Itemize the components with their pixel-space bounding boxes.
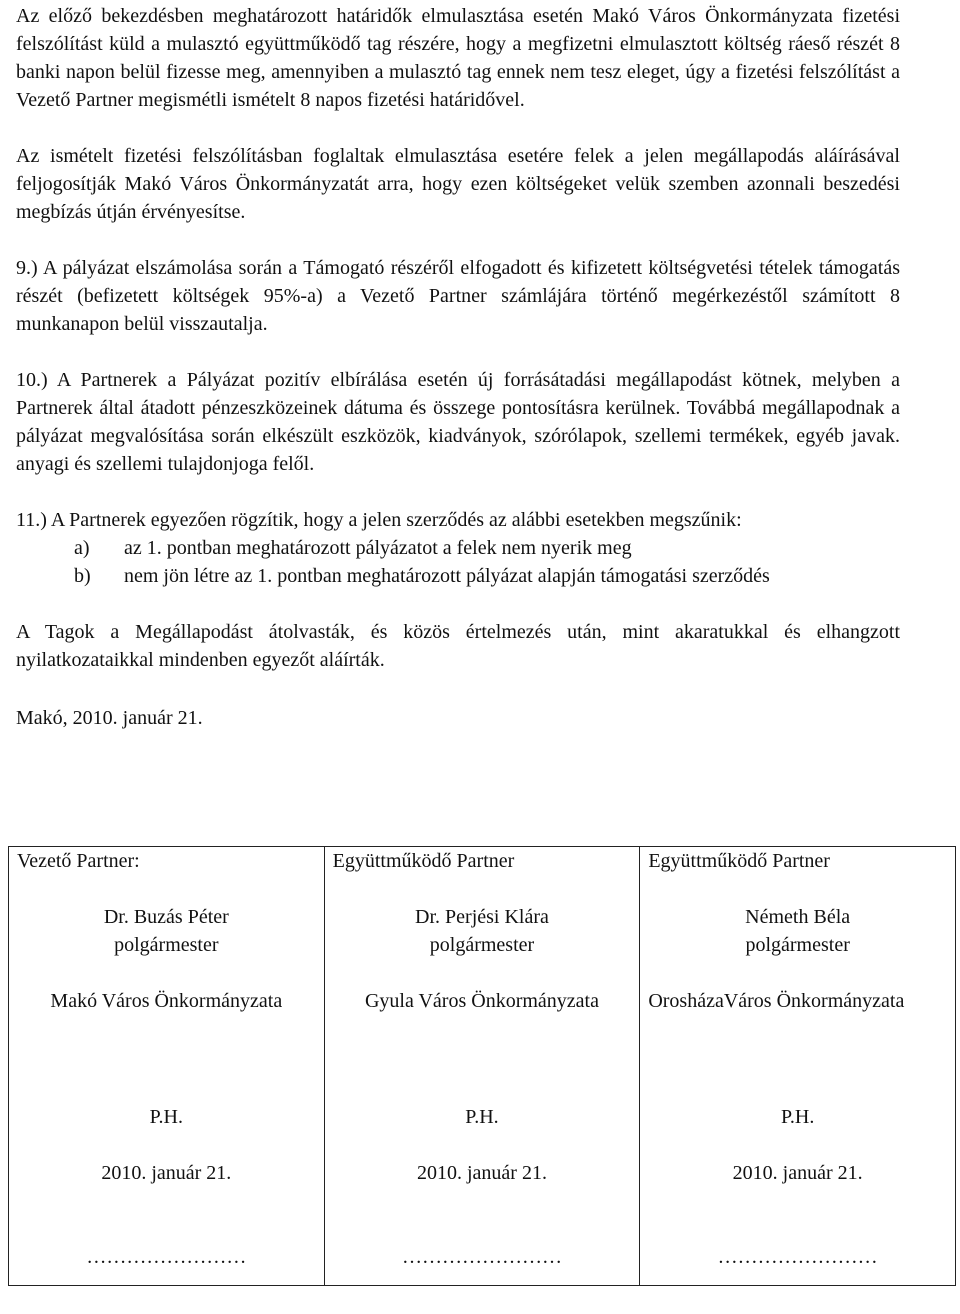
- signatory-role: polgármester: [745, 934, 850, 956]
- signature-cell-partner-oroshaza: [640, 847, 956, 1286]
- list-item: [16, 562, 900, 590]
- table-row: [9, 847, 956, 1286]
- signature-heading: Együttműködő Partner: [648, 850, 830, 872]
- document-body: [16, 0, 900, 732]
- signature-line: ……………………: [401, 1246, 562, 1268]
- signature-heading: Együttműködő Partner: [332, 850, 515, 872]
- list-marker: a): [74, 537, 90, 559]
- list-item-text: az 1. pontban meghatározott pályázatot a felek nem nyerik meg: [124, 537, 632, 559]
- signature-heading: Vezető Partner:: [17, 850, 140, 872]
- signature-table: [8, 846, 956, 1286]
- paragraph-collection-authorization: Az ismételt fizetési felszólításban foglaltak elmulasztása esetére felek a jelen megállapodás aláírásával feljogosítják Makó Város Önkormányzatát arra, hogy ezen költségeket velük szemben azonnali beszedési megbízás útján érvényesítse.: [16, 145, 900, 223]
- signature-date: 2010. január 21.: [101, 1162, 232, 1184]
- signatory-name: Dr. Buzás Péter: [103, 906, 229, 928]
- signatory-organization: Gyula Város Önkormányzata: [364, 990, 599, 1012]
- signatory-role: polgármester: [429, 934, 535, 956]
- signatory-organization: Makó Város Önkormányzata: [50, 990, 283, 1012]
- signatory-name: Németh Béla: [745, 906, 851, 928]
- signature-line: ……………………: [717, 1246, 878, 1268]
- paragraph-section-11: 11.) A Partnerek egyezően rögzítik, hogy a jelen szerződés az alábbi esetekben megszűnik:: [16, 509, 742, 531]
- signature-cell-partner-gyula: [324, 847, 640, 1286]
- paragraph-section-9: 9.) A pályázat elszámolása során a Támogató részéről elfogadott és kifizetett költségvetési tételek támogatás részét (befizetett költségek 95%-a) a Vezető Partner számlájára történő megérkezéstől számított 8 munkanapon belül visszautalja.: [16, 257, 900, 335]
- signature-date: 2010. január 21.: [416, 1162, 547, 1184]
- list-item-text: nem jön létre az 1. pontban meghatározott pályázat alapján támogatási szerződés: [124, 565, 770, 587]
- paragraph-payment-reminder: Az előző bekezdésben meghatározott határidők elmulasztása esetén Makó Város Önkormányzata fizetési felszólítást küld a mulasztó együttműködő tag részére, hogy a megfizetni elmulasztott költség ráeső részét 8 banki napon belül fizesse meg, amennyiben a mulasztó tag ennek nem tesz eleget, úgy a fizetési felszólítást a Vezető Partner megismétli ismételt 8 napos fizetési határidővel.: [16, 5, 900, 111]
- paragraph-section-10: 10.) A Partnerek a Pályázat pozitív elbírálása esetén új forrásátadási megállapodást kötnek, melyben a Partnerek által átadott pénzeszközeinek dátuma és összege pontosításra kerülnek. Továbbá megállapodnak a pályázat megvalósítása során elkészült eszközök, kiadványok, szórólapok, szellemi termékek, egyéb javak. anyagi és szellemi tulajdonjoga felől.: [16, 369, 900, 475]
- signatory-organization: OrosházaVáros Önkormányzata: [648, 990, 905, 1012]
- list-item: [16, 534, 900, 562]
- seal-placeholder: P.H.: [465, 1106, 499, 1128]
- signatory-name: Dr. Perjési Klára: [415, 906, 549, 928]
- seal-placeholder: P.H.: [780, 1106, 815, 1128]
- signature-date: 2010. január 21.: [732, 1162, 863, 1184]
- paragraph-closing: A Tagok a Megállapodást átolvasták, és közös értelmezés után, mint akaratukkal és elhangzott nyilatkozataikkal mindenben egyezőt aláírták.: [16, 621, 900, 671]
- signature-cell-lead-partner: [9, 847, 325, 1286]
- place-and-date: Makó, 2010. január 21.: [16, 707, 203, 729]
- signature-line: ……………………: [86, 1246, 247, 1268]
- signatory-role: polgármester: [114, 934, 219, 956]
- list-marker: b): [74, 565, 91, 587]
- termination-conditions-list: [16, 534, 900, 590]
- seal-placeholder: P.H.: [149, 1106, 183, 1128]
